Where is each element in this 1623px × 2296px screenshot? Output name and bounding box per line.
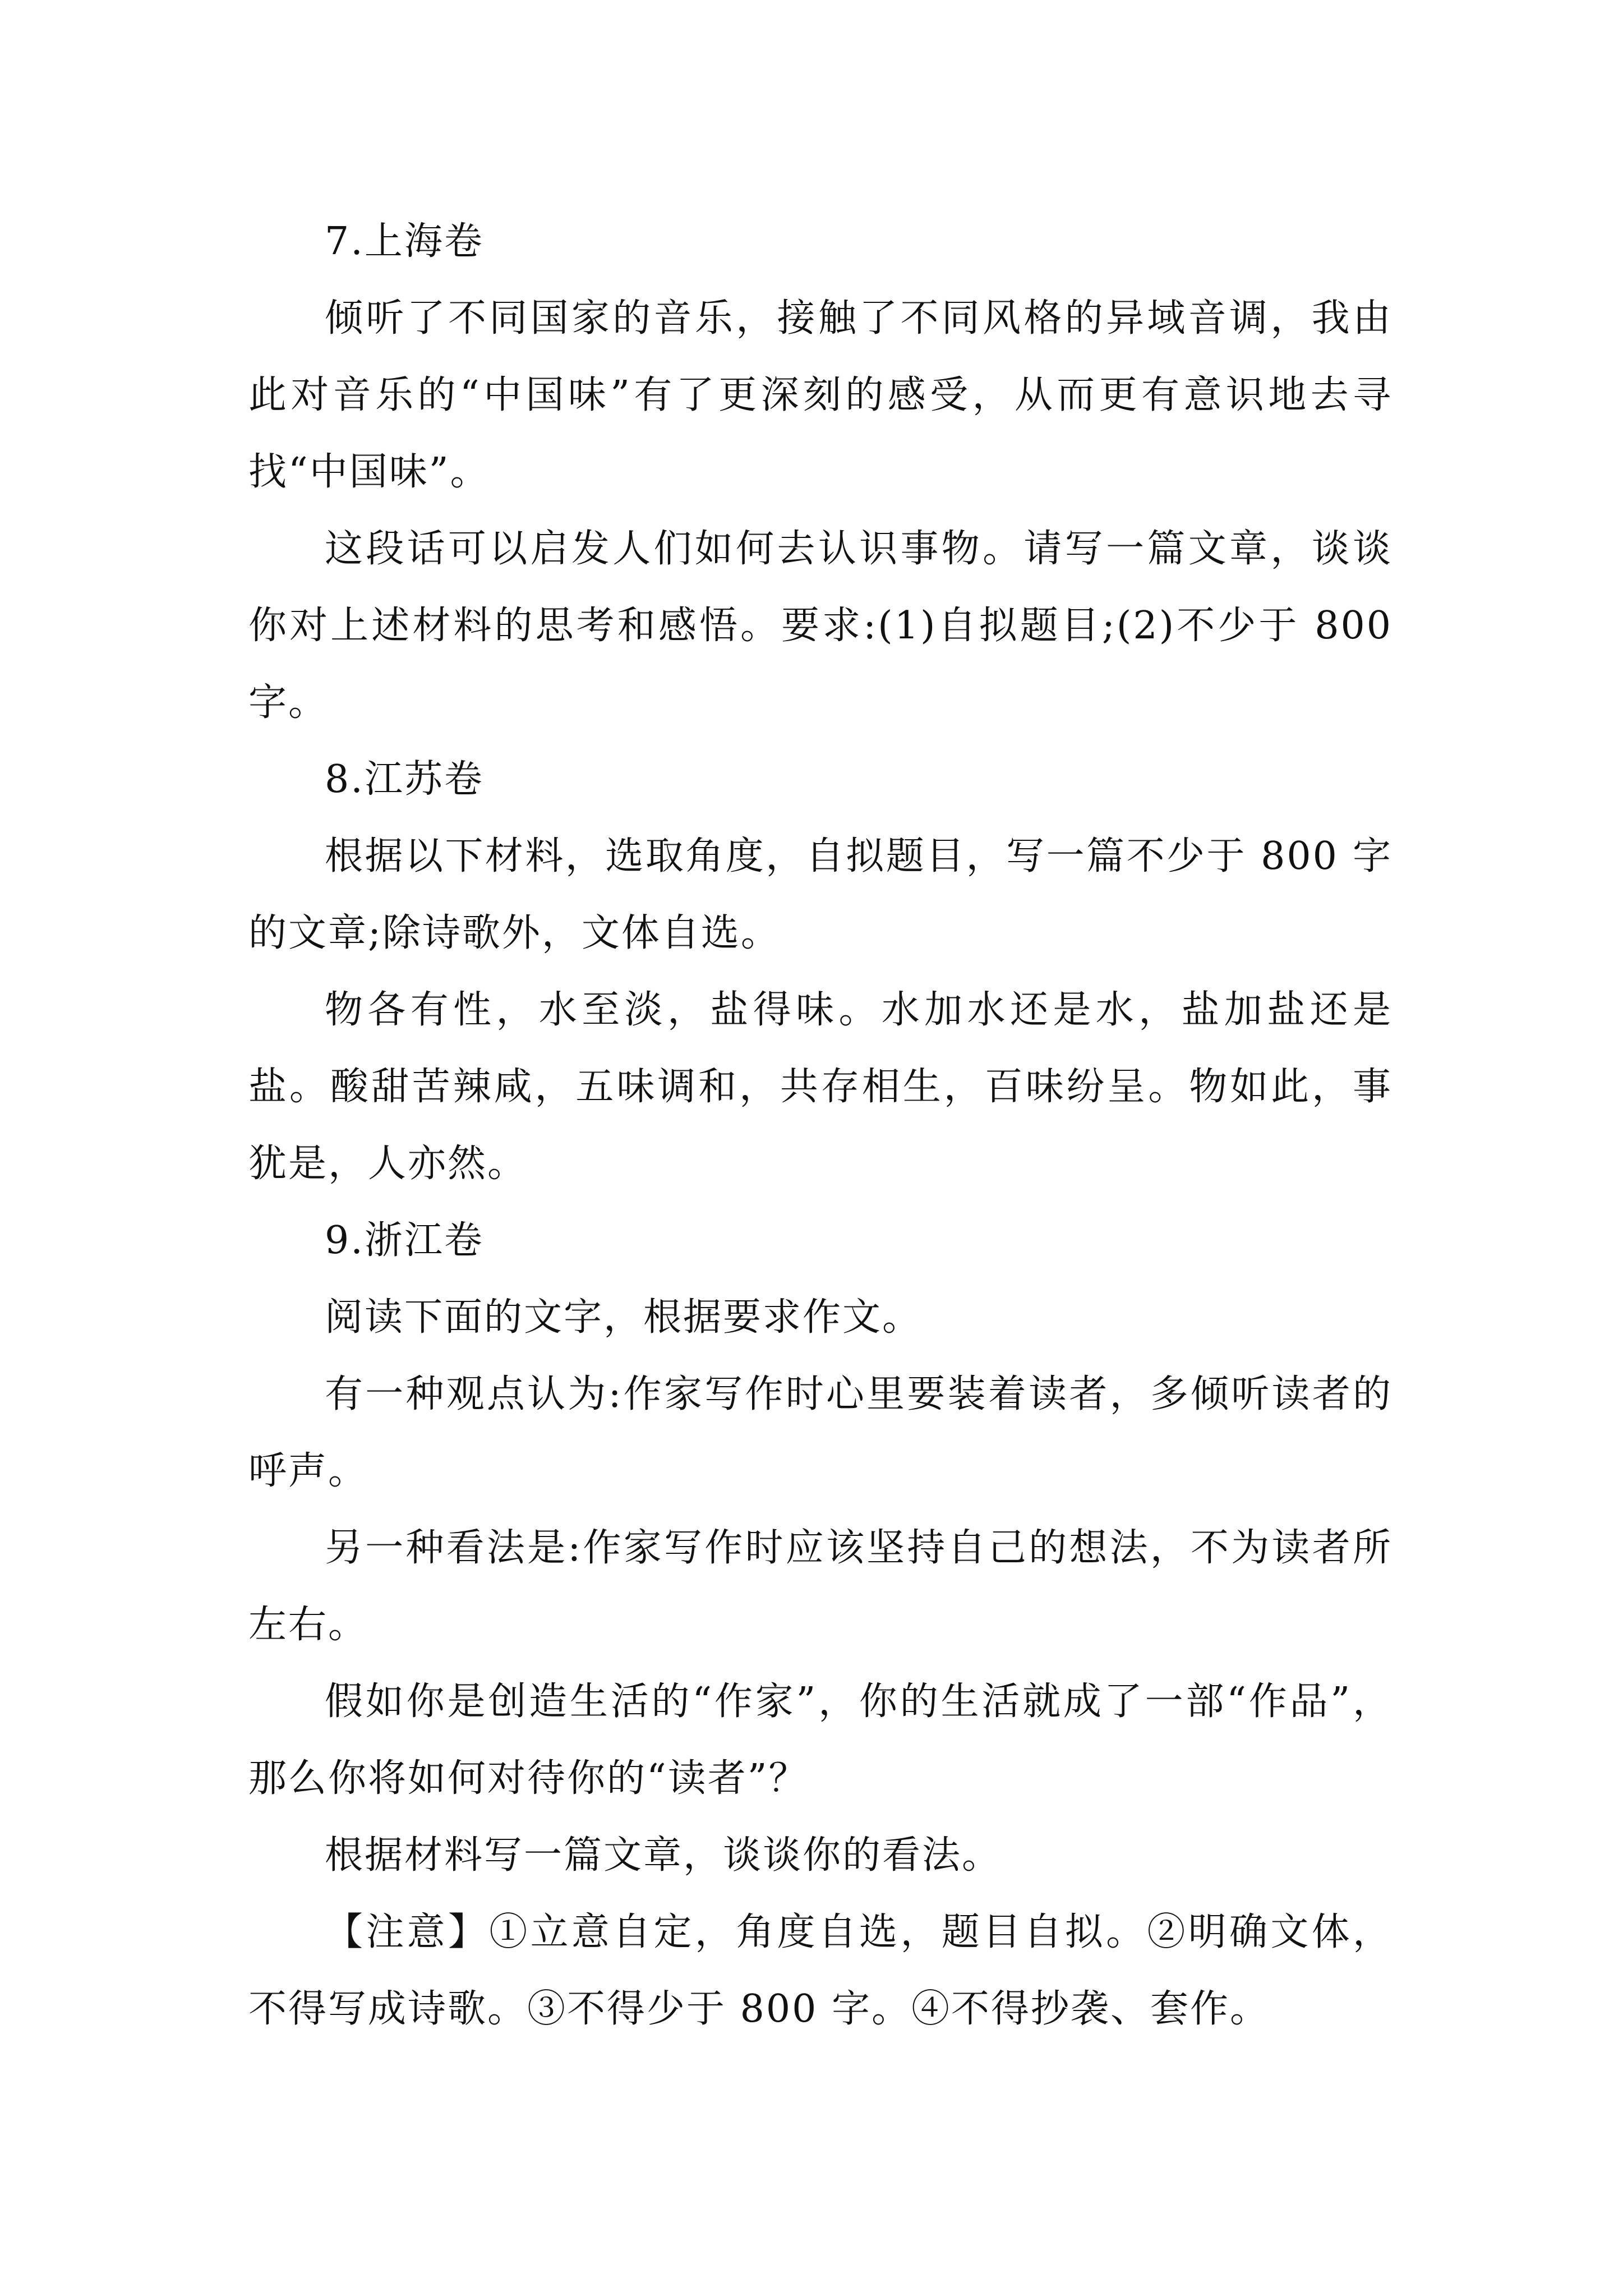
paragraph: 根据以下材料，选取角度，自拟题目，写一篇不少于 800 字的文章;除诗歌外，文体自选。 <box>248 834 1393 955</box>
paragraph: 阅读下面的文字，根据要求作文。 <box>325 1295 923 1340</box>
paragraph: 有一种观点认为:作家写作时心里要装着读者，多倾听读者的呼声。 <box>248 1372 1393 1493</box>
section-heading-jiangsu: 8.江苏卷 <box>325 757 484 802</box>
paragraph: 倾听了不同国家的音乐，接触了不同风格的异域音调，我由此对音乐的“中国味”有了更深刻的感受，从而更有意识地去寻找“中国味”。 <box>248 296 1393 494</box>
section-heading-shanghai: 7.上海卷 <box>325 219 484 264</box>
document-body <box>248 203 1393 2047</box>
section-heading-zhejiang: 9.浙江卷 <box>325 1218 484 1263</box>
paragraph: 根据材料写一篇文章，谈谈你的看法。 <box>325 1833 1002 1878</box>
notice-paragraph: 【注意】①立意自定，角度自选，题目自拟。②明确文体，不得写成诗歌。③不得少于 800 字。④不得抄袭、套作。 <box>248 1910 1393 2031</box>
paragraph: 物各有性，水至淡，盐得味。水加水还是水，盐加盐还是盐。酸甜苦辣咸，五味调和，共存相生，百味纷呈。物如此，事犹是，人亦然。 <box>248 988 1393 1186</box>
paragraph: 这段话可以启发人们如何去认识事物。请写一篇文章，谈谈你对上述材料的思考和感悟。要求:(1)自拟题目;(2)不少于 800 字。 <box>248 527 1393 725</box>
paragraph: 另一种看法是:作家写作时应该坚持自己的想法，不为读者所左右。 <box>248 1526 1393 1647</box>
paragraph: 假如你是创造生活的“作家”，你的生活就成了一部“作品”，那么你将如何对待你的“读者”？ <box>248 1680 1393 1801</box>
